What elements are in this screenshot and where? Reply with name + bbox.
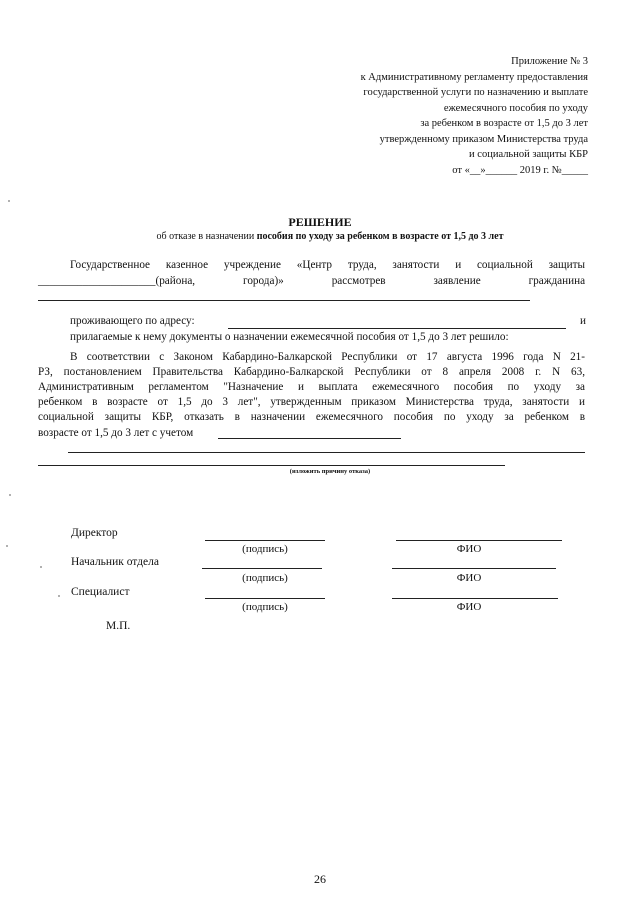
signature-line <box>202 568 322 569</box>
signature-caption: (подпись) <box>242 572 288 584</box>
para3-line: ребенком в возрасте от 1,5 до 3 лет", утвержденным приказом Министерства труда, занятости и <box>38 396 585 408</box>
annex-line: государственной услуги по назначению и выплате <box>363 87 588 98</box>
reason-line-1 <box>218 438 401 439</box>
address-line <box>228 328 566 329</box>
annex-header <box>288 54 588 178</box>
word: социальной <box>476 259 533 271</box>
word: казенное <box>165 259 209 271</box>
scan-speck <box>6 545 8 547</box>
name-caption: ФИО <box>456 543 482 555</box>
stamp-place: М.П. <box>106 620 131 632</box>
scan-speck <box>58 595 60 597</box>
para3-line: Административным регламентом "Назначение и выплата ежемесячного пособия по уходу за <box>38 381 585 393</box>
subtitle-bold: пособия по уходу за ребенком в возрасте от 1,5 до 3 лет <box>256 231 504 242</box>
document-subtitle <box>40 231 620 242</box>
reason-line-2 <box>68 452 585 453</box>
word: защиты <box>548 259 586 271</box>
word: города)» <box>243 275 284 287</box>
name-line <box>392 568 556 569</box>
name-line <box>392 598 558 599</box>
name-line <box>396 540 562 541</box>
signature-role: Специалист <box>71 586 130 598</box>
signature-line <box>205 540 325 541</box>
annex-line: и социальной защиты КБР <box>469 149 588 160</box>
signature-role: Начальник отдела <box>71 556 159 568</box>
para1-line2 <box>38 274 585 289</box>
para3-line: социальной защиты КБР, отказать в назначении ежемесячного пособия по уходу за ребенком в <box>38 411 585 423</box>
annex-line: за ребенком в возрасте от 1,5 до 3 лет <box>420 118 588 129</box>
word: труда, <box>347 259 377 271</box>
annex-line: Приложение № 3 <box>511 56 588 67</box>
word: занятости <box>392 259 440 271</box>
reason-line-3 <box>38 465 505 466</box>
name-caption: ФИО <box>456 572 482 584</box>
reason-caption: (изложить причину отказа) <box>289 468 371 475</box>
address-label: проживающего по адресу: <box>70 315 195 327</box>
signature-role: Директор <box>71 527 118 539</box>
annex-line: утвержденному приказом Министерства труда <box>379 133 588 145</box>
annex-line: к Административному регламенту предоставления <box>360 71 588 83</box>
word: гражданина <box>528 275 586 287</box>
documents-line: прилагаемые к нему документы о назначении ежемесячной пособия от 1,5 до 3 лет решило: <box>70 331 509 343</box>
signature-caption: (подпись) <box>242 601 288 613</box>
citizen-name-line <box>38 300 530 301</box>
signature-caption: (подпись) <box>242 543 288 555</box>
word: рассмотрев <box>331 275 386 287</box>
subtitle-prefix: об отказе в назначении <box>156 231 257 242</box>
para3-last-line: возрасте от 1,5 до 3 лет с учетом <box>38 427 194 439</box>
annex-line: ежемесячного пособия по уходу <box>443 102 588 114</box>
para3-line: РЗ, постановлением Правительства Кабардино-Балкарской Республики от 8 апреля 2008 г. N 63, <box>38 366 585 378</box>
word: _____________________(района, <box>38 275 196 287</box>
document-title: РЕШЕНИЕ <box>288 215 352 229</box>
word: Государственное <box>70 259 151 271</box>
para1-line1 <box>70 258 585 273</box>
address-end: и <box>580 315 586 327</box>
scan-speck <box>9 494 11 496</box>
signature-line <box>205 598 325 599</box>
word: и <box>455 259 462 271</box>
page-number: 26 <box>314 872 326 886</box>
name-caption: ФИО <box>456 601 482 613</box>
annex-line: от «__»______ 2019 г. №_____ <box>452 164 588 176</box>
para3-line: В соответствии с Законом Кабардино-Балкарской Республики от 17 августа 1996 года N 21- <box>70 351 585 363</box>
scan-speck <box>40 566 42 568</box>
word: «Центр <box>296 259 333 271</box>
word: заявление <box>433 275 481 287</box>
word: учреждение <box>223 259 281 271</box>
scan-speck <box>8 200 10 202</box>
